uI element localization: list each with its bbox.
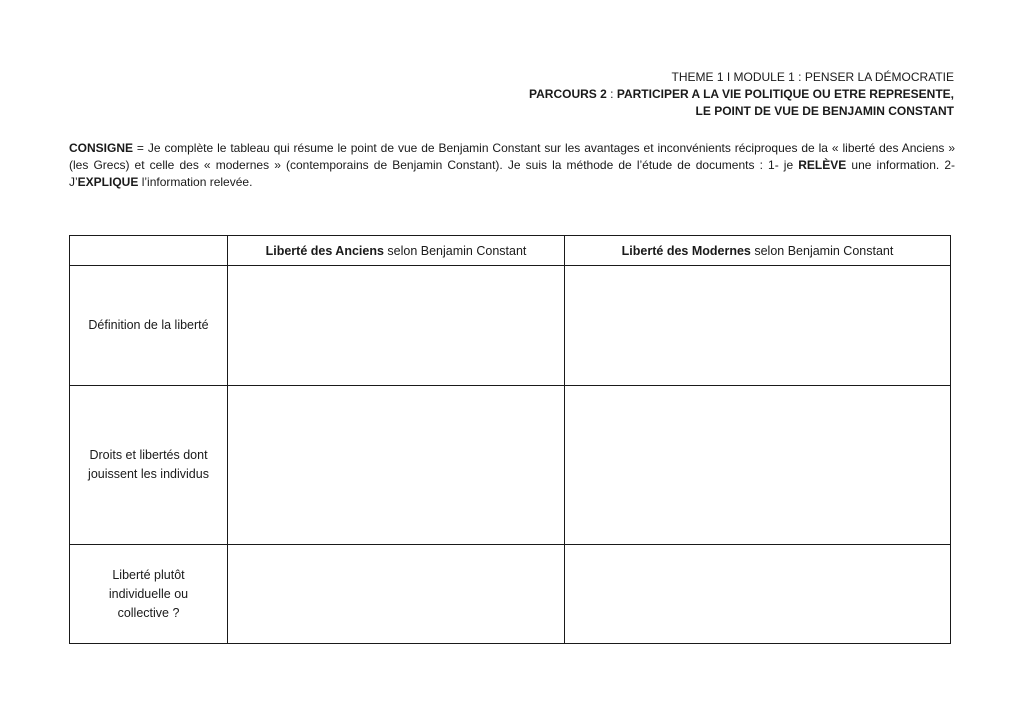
answer-cell-modernes-definition[interactable] bbox=[565, 266, 951, 386]
answer-cell-modernes-collective[interactable] bbox=[565, 545, 951, 644]
explique-keyword: EXPLIQUE bbox=[77, 175, 139, 189]
table-header-row bbox=[70, 236, 951, 266]
answer-cell-modernes-droits[interactable] bbox=[565, 386, 951, 545]
row-label-line: Liberté plutôt bbox=[112, 567, 185, 582]
header-modernes bbox=[565, 236, 951, 266]
row-label-line: jouissent les individus bbox=[88, 467, 209, 481]
answer-cell-anciens-droits[interactable] bbox=[228, 386, 565, 545]
answer-cell-anciens-collective[interactable] bbox=[228, 545, 565, 644]
consigne-text-1: = Je complète le tableau qui résume le point de vue de Benjamin Constant sur les avantages et inconvénients réciproques de la « liberté des Anciens » (les Grecs) et celle des « modernes » (contemporains de Benjamin Constant). Je suis la méthode de l’étude de documents : 1- je bbox=[69, 141, 955, 172]
answer-cell-anciens-definition[interactable] bbox=[228, 266, 565, 386]
header-anciens-rest: selon Benjamin Constant bbox=[383, 243, 527, 258]
table-row bbox=[70, 386, 951, 545]
releve-keyword: RELÈVE bbox=[798, 158, 847, 172]
parcours-title bbox=[529, 86, 954, 103]
theme-module-title: THEME 1 I MODULE 1 : PENSER LA DÉMOCRATIE bbox=[671, 70, 954, 84]
page-header bbox=[529, 69, 954, 120]
consigne-label: CONSIGNE bbox=[69, 141, 134, 155]
row-label-line: Droits et libertés dont bbox=[89, 448, 208, 462]
table-row bbox=[70, 545, 951, 644]
row-label-droits bbox=[70, 386, 228, 545]
header-modernes-bold: Liberté des Modernes bbox=[621, 243, 751, 258]
table-row bbox=[70, 266, 951, 386]
header-modernes-rest: selon Benjamin Constant bbox=[750, 243, 894, 258]
parcours-text: PARTICIPER A LA VIE POLITIQUE OU ETRE REPRESENTE, bbox=[616, 87, 954, 101]
instruction-paragraph bbox=[69, 140, 955, 191]
comparison-table bbox=[69, 235, 951, 644]
consigne-text-3: l’information relevée. bbox=[138, 175, 253, 189]
header-empty-cell bbox=[70, 236, 228, 266]
consigne-text-2: une information. 2- J’ bbox=[69, 158, 956, 189]
row-label-line: collective ? bbox=[117, 605, 180, 620]
row-label-line: individuelle ou bbox=[108, 586, 189, 601]
header-anciens bbox=[228, 236, 565, 266]
header-anciens-bold: Liberté des Anciens bbox=[265, 243, 384, 258]
row-label-collective bbox=[70, 545, 228, 644]
parcours-label: PARCOURS 2 bbox=[529, 87, 607, 101]
parcours-subtitle: LE POINT DE VUE DE BENJAMIN CONSTANT bbox=[695, 104, 954, 118]
row-label-definition: Définition de la liberté bbox=[70, 266, 228, 386]
parcours-separator: : bbox=[606, 87, 617, 101]
